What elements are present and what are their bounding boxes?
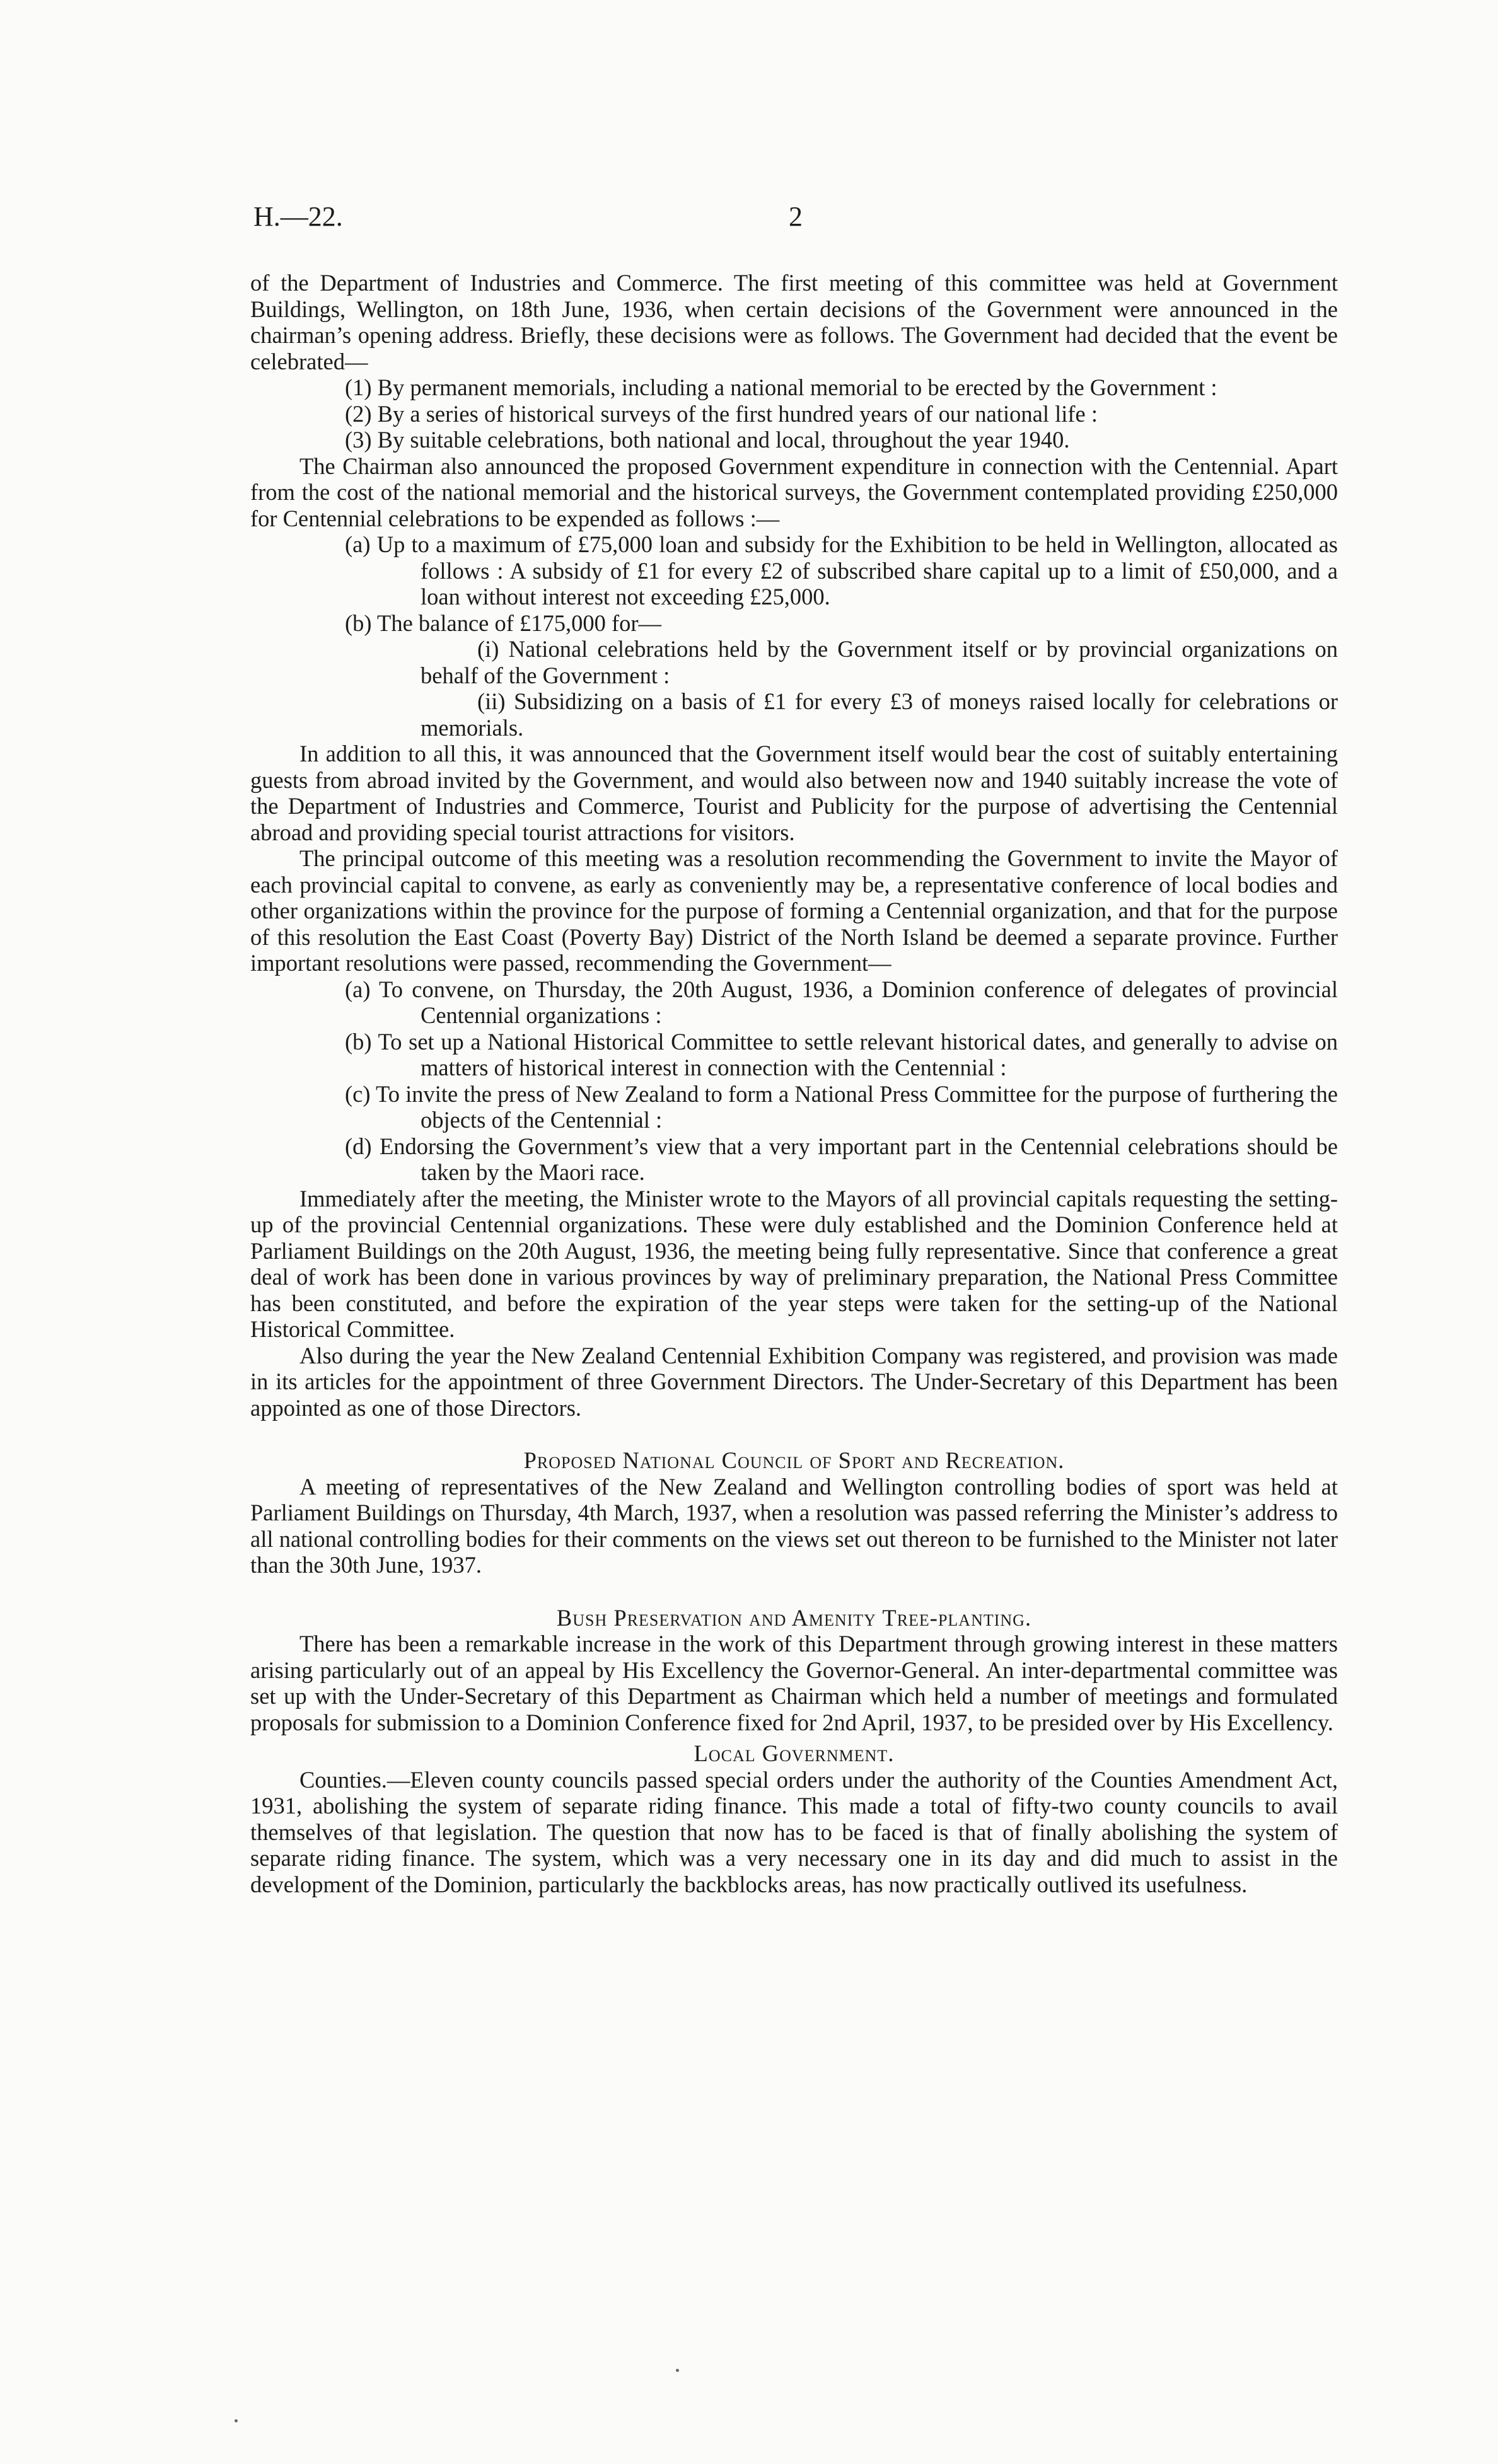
paragraph: Also during the year the New Zealand Centennial Exhibition Company was registered, and provision was made in its articles for the appointment of three Government Directors. The Under-Secretary of this Department has been appointed as one of those Directors. [250, 1342, 1338, 1421]
sub-list-item: (i) National celebrations held by the Government itself or by provincial organizations on behalf of the Government : [421, 636, 1338, 688]
list-item: (d) Endorsing the Government’s view that a very important part in the Centennial celebrations should be taken by the Maori race. [345, 1133, 1338, 1185]
list-item: (2) By a series of historical surveys of the first hundred years of our national life : [345, 400, 1098, 427]
document-body [250, 270, 1338, 1897]
section-heading: Proposed National Council of Sport and Recreation. [523, 1447, 1065, 1473]
paragraph: There has been a remarkable increase in the work of this Department through growing interest in these matters arising particularly out of an appeal by His Excellency the Governor-General. An inter-departmental committee was set up with the Under-Secretary of this Department as Chairman which held a number of meetings and formulated proposals for submission to a Dominion Conference fixed for 2nd April, 1937, to be presided over by His Excellency. [250, 1631, 1338, 1735]
paragraph: of the Department of Industries and Commerce. The first meeting of this committee was held at Government Buildings, Wellington, on 18th June, 1936, when certain decisions of the Government were announced in the chairman’s opening address. Briefly, these decisions were as follows. The Government had decided that the event be celebrated— [250, 270, 1338, 374]
scan-speck [676, 2369, 679, 2372]
paragraph: The principal outcome of this meeting was a resolution recommending the Government to invite the Mayor of each provincial capital to convene, as early as conveniently may be, a representative conference of local bodies and other organizations within the province for the purpose of forming a Centennial organization, and that for the purpose of this resolution the East Coast (Poverty Bay) District of the North Island be deemed a separate province. Further important resolutions were passed, recommending the Government— [250, 845, 1338, 976]
paragraph: Counties.—Eleven county councils passed special orders under the authority of the Counties Amendment Act, 1931, abolishing the system of separate riding finance. This made a total of fifty-two county councils to avail themselves of that legislation. The question that now has to be faced is that of finally abolishing the system of separate riding finance. The system, which was a very necessary one in its day and did much to assist in the development of the Dominion, particularly the backblocks areas, has now practically outlived its usefulness. [250, 1766, 1338, 1897]
sub-list-item: (ii) Subsidizing on a basis of £1 for every £3 of moneys raised locally for celebrations or memorials. [421, 688, 1338, 741]
list-item: (3) By suitable celebrations, both national and local, throughout the year 1940. [345, 427, 1070, 453]
scan-speck [235, 2419, 238, 2422]
list-item: (b) The balance of £175,000 for— [345, 610, 662, 636]
list-item: (a) To convene, on Thursday, the 20th August, 1936, a Dominion conference of delegates of provincial Centennial organizations : [345, 976, 1338, 1028]
list-item: (b) To set up a National Historical Committee to settle relevant historical dates, and generally to advise on matters of historical interest in connection with the Centennial : [345, 1028, 1338, 1080]
paragraph: A meeting of representatives of the New Zealand and Wellington controlling bodies of sport was held at Parliament Buildings on Thursday, 4th March, 1937, when a resolution was passed referring the Minister’s address to all national controlling bodies for their comments on the views set out thereon to be furnished to the Minister not later than the 30th June, 1937. [250, 1473, 1338, 1578]
list-item: (a) Up to a maximum of £75,000 loan and subsidy for the Exhibition to be held in Wellington, allocated as follows : A subsidy of £1 for every £2 of subscribed share capital up to a limit of £50,000, and a loan without interest not exceeding £25,000. [345, 531, 1338, 610]
section-heading: Local Government. [694, 1740, 895, 1766]
paragraph: In addition to all this, it was announced that the Government itself would bear the cost of suitably entertaining guests from abroad invited by the Government, and would also between now and 1940 suitably increase the vote of the Department of Industries and Commerce, Tourist and Publicity for the purpose of advertising the Centennial abroad and providing special tourist attractions for visitors. [250, 741, 1338, 845]
list-item: (c) To invite the press of New Zealand to form a National Press Committee for the purpose of furthering the objects of the Centennial : [345, 1080, 1338, 1133]
paragraph: The Chairman also announced the proposed Government expenditure in connection with the Centennial. Apart from the cost of the national memorial and the historical surveys, the Government contemplated providing £250,000 for Centennial celebrations to be expended as follows :— [250, 453, 1338, 531]
report-reference: H.—22. [253, 201, 343, 232]
paragraph: Immediately after the meeting, the Minister wrote to the Mayors of all provincial capitals requesting the setting-up of the provincial Centennial organizations. These were duly established and the Dominion Conference held at Parliament Buildings on the 20th August, 1936, the meeting being fully representative. Since that conference a great deal of work has been done in various provinces by way of preliminary preparation, the National Press Committee has been constituted, and before the expiration of the year steps were taken for the setting-up of the National Historical Committee. [250, 1185, 1338, 1342]
section-heading: Bush Preservation and Amenity Tree-planting. [556, 1604, 1032, 1631]
page-number: 2 [789, 201, 803, 232]
page-header [253, 200, 1338, 238]
list-item: (1) By permanent memorials, including a national memorial to be erected by the Government : [345, 374, 1217, 400]
